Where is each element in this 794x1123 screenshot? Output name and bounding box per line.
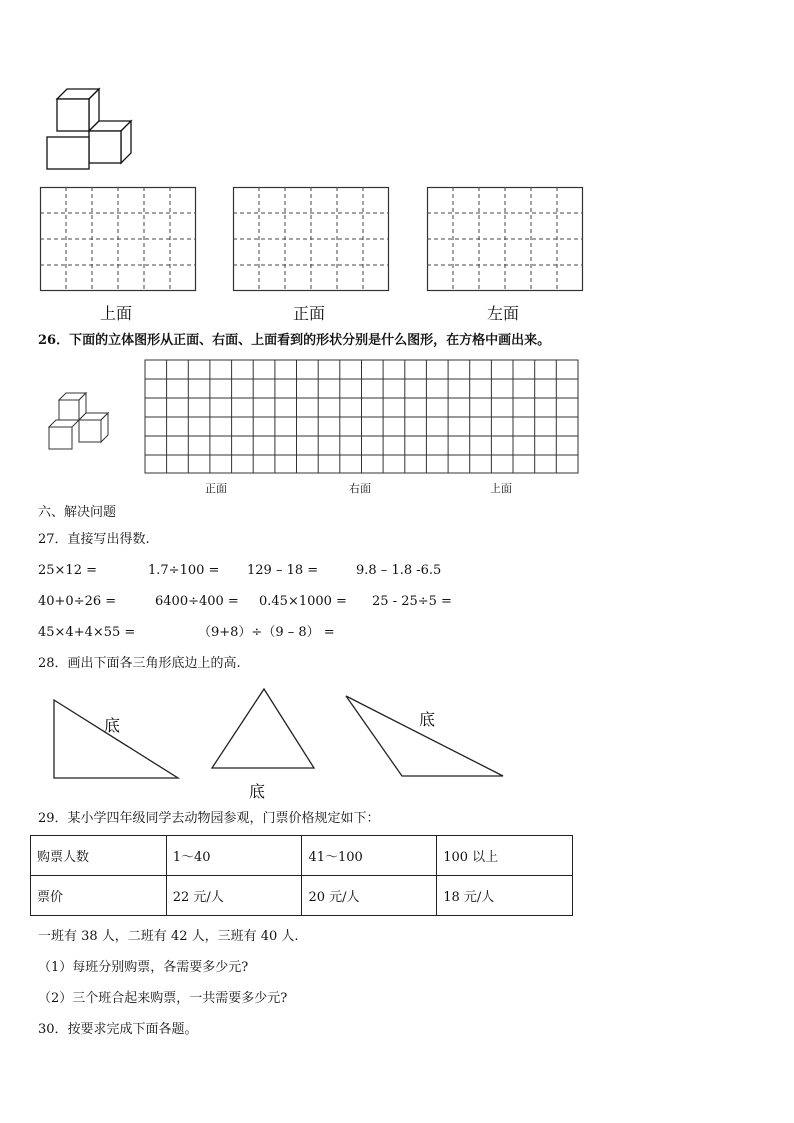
q27-item: 9.8 – 1.8 -6.5 [356,563,442,578]
q27-item: 1.7÷100 = [148,563,220,578]
q27-item: 129 – 18 = [247,563,319,578]
base-label-3: 底 [419,710,436,729]
triangle-right [54,700,178,778]
table-cell: 18 元/人 [437,876,573,916]
table-row [31,876,573,916]
table-cell: 票价 [31,876,167,916]
label-q26-right: 右面 [349,482,371,495]
section-title: 六、解决问题 [38,505,117,520]
label-q26-front: 正面 [205,482,227,495]
q30-prompt: 30．按要求完成下面各题。 [38,1022,198,1037]
base-label-2: 底 [249,782,266,801]
q29-prompt: 29．某小学四年级同学去动物园参观，门票价格规定如下： [38,811,380,826]
q27-item: （9+8）÷（9 – 8） = [198,625,335,640]
base-label-1: 底 [104,716,121,735]
cube-figure-q26 [46,390,116,452]
table-cell: 1～40 [166,836,302,876]
q27-item: 40+0÷26 = [38,594,117,609]
label-front-view: 正面 [293,304,326,323]
table-cell: 22 元/人 [166,876,302,916]
grid-front-view[interactable] [233,187,389,291]
q29-sub2: （2）三个班合起来购票，一共需要多少元? [38,991,288,1006]
table-cell: 41～100 [302,836,437,876]
triangle-isosceles [212,689,314,768]
q26-prompt: 26．下面的立体图形从正面、右面、上面看到的形状分别是什么图形，在方格中画出来。 [38,333,551,348]
table-row [31,836,573,876]
label-top-view: 上面 [100,304,133,323]
price-table [30,835,573,916]
table-cell: 100 以上 [437,836,573,876]
q27-prompt: 27．直接写出得数. [38,532,150,547]
q27-item: 6400÷400 = [155,594,239,609]
q27-item: 45×4+4×55 = [38,625,136,640]
q27-item: 25 - 25÷5 = [372,594,452,609]
table-cell: 购票人数 [31,836,167,876]
q27-item: 25×12 = [38,563,98,578]
q27-item: 0.45×1000 = [259,594,347,609]
cube-figure-q25 [40,85,140,175]
table-cell: 20 元/人 [302,876,437,916]
label-left-view: 左面 [487,304,520,323]
q29-info: 一班有 38 人，二班有 42 人，三班有 40 人. [38,929,299,944]
grid-q26[interactable] [144,359,580,475]
q29-sub1: （1）每班分别购票，各需要多少元? [38,960,249,975]
grid-left-view[interactable] [427,187,583,291]
label-q26-top: 上面 [490,482,512,495]
q28-prompt: 28．画出下面各三角形底边上的高. [38,656,241,671]
grid-top-view[interactable] [40,187,196,291]
